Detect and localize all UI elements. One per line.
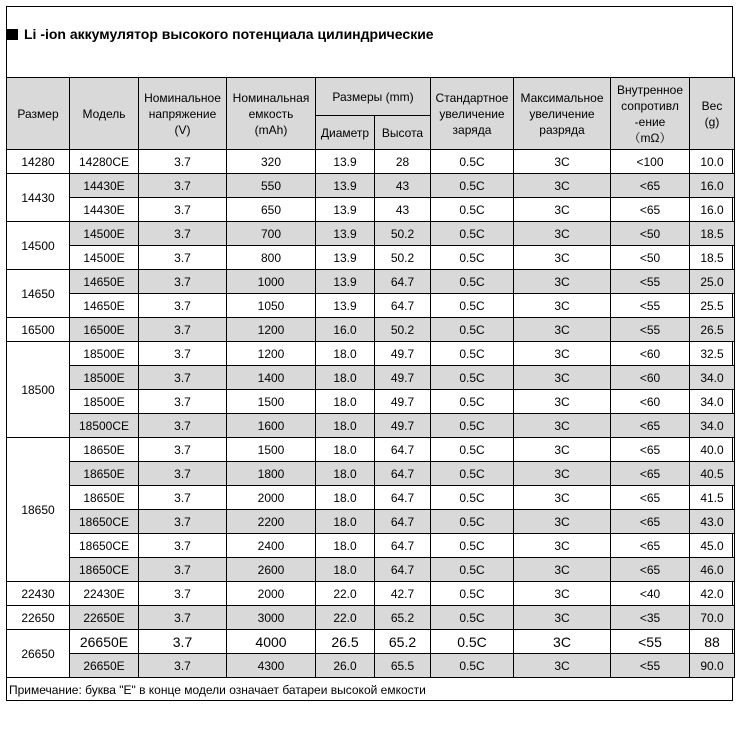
cell-discharge: 3C bbox=[514, 606, 611, 630]
cell-charge: 0.5C bbox=[431, 270, 514, 294]
cell-model: 18500E bbox=[70, 366, 139, 390]
table-body bbox=[7, 150, 735, 678]
cell-charge: 0.5C bbox=[431, 174, 514, 198]
cell-charge: 0.5C bbox=[431, 222, 514, 246]
cell-weight: 43.0 bbox=[690, 510, 735, 534]
cell-resistance: <65 bbox=[611, 462, 690, 486]
cell-capacity: 1000 bbox=[227, 270, 316, 294]
table-row bbox=[7, 606, 735, 630]
footnote: Примечание: буква "E" в конце модели означает батареи высокой емкости bbox=[9, 683, 426, 697]
cell-voltage: 3.7 bbox=[139, 606, 227, 630]
header-charge: Стандартное увеличение заряда bbox=[431, 78, 514, 150]
header-size: Размер bbox=[7, 78, 70, 150]
cell-height: 64.7 bbox=[375, 294, 431, 318]
cell-charge: 0.5C bbox=[431, 582, 514, 606]
cell-model: 14280CE bbox=[70, 150, 139, 174]
cell-model: 14500E bbox=[70, 246, 139, 270]
cell-discharge: 3C bbox=[514, 270, 611, 294]
cell-diameter: 13.9 bbox=[316, 270, 375, 294]
cell-height: 49.7 bbox=[375, 414, 431, 438]
cell-diameter: 13.9 bbox=[316, 198, 375, 222]
table-row bbox=[7, 582, 735, 606]
cell-voltage: 3.7 bbox=[139, 654, 227, 678]
cell-capacity: 3000 bbox=[227, 606, 316, 630]
cell-model: 18500E bbox=[70, 390, 139, 414]
cell-diameter: 16.0 bbox=[316, 318, 375, 342]
cell-capacity: 1200 bbox=[227, 318, 316, 342]
cell-model: 18650CE bbox=[70, 558, 139, 582]
cell-size: 14280 bbox=[7, 150, 70, 174]
cell-charge: 0.5C bbox=[431, 558, 514, 582]
cell-weight: 46.0 bbox=[690, 558, 735, 582]
cell-discharge: 3C bbox=[514, 150, 611, 174]
cell-discharge: 3C bbox=[514, 582, 611, 606]
header-model: Модель bbox=[70, 78, 139, 150]
cell-capacity: 1800 bbox=[227, 462, 316, 486]
table-row bbox=[7, 390, 735, 414]
cell-weight: 25.5 bbox=[690, 294, 735, 318]
table-row bbox=[7, 558, 735, 582]
table-row bbox=[7, 630, 735, 654]
cell-diameter: 13.9 bbox=[316, 294, 375, 318]
cell-voltage: 3.7 bbox=[139, 462, 227, 486]
header-discharge: Максимальное увеличение разряда bbox=[514, 78, 611, 150]
cell-discharge: 3C bbox=[514, 294, 611, 318]
cell-model: 16500E bbox=[70, 318, 139, 342]
document-title: Li -ion аккумулятор высокого потенциала цилиндрические bbox=[24, 26, 434, 42]
cell-diameter: 18.0 bbox=[316, 438, 375, 462]
cell-weight: 42.0 bbox=[690, 582, 735, 606]
cell-resistance: <55 bbox=[611, 654, 690, 678]
cell-discharge: 3C bbox=[514, 462, 611, 486]
cell-diameter: 18.0 bbox=[316, 390, 375, 414]
cell-weight: 16.0 bbox=[690, 198, 735, 222]
cell-height: 49.7 bbox=[375, 366, 431, 390]
cell-voltage: 3.7 bbox=[139, 558, 227, 582]
cell-capacity: 2000 bbox=[227, 486, 316, 510]
cell-voltage: 3.7 bbox=[139, 318, 227, 342]
cell-resistance: <60 bbox=[611, 366, 690, 390]
cell-model: 18500E bbox=[70, 342, 139, 366]
header-dimensions: Размеры (mm) bbox=[316, 78, 431, 116]
cell-height: 64.7 bbox=[375, 510, 431, 534]
cell-capacity: 650 bbox=[227, 198, 316, 222]
cell-model: 18500CE bbox=[70, 414, 139, 438]
cell-discharge: 3C bbox=[514, 438, 611, 462]
cell-resistance: <65 bbox=[611, 486, 690, 510]
black-square-icon bbox=[7, 29, 18, 40]
cell-size: 22430 bbox=[7, 582, 70, 606]
cell-resistance: <55 bbox=[611, 270, 690, 294]
cell-charge: 0.5C bbox=[431, 606, 514, 630]
cell-height: 64.7 bbox=[375, 438, 431, 462]
cell-weight: 32.5 bbox=[690, 342, 735, 366]
cell-capacity: 1500 bbox=[227, 438, 316, 462]
cell-size: 18650 bbox=[7, 438, 70, 582]
cell-weight: 16.0 bbox=[690, 174, 735, 198]
table-row bbox=[7, 246, 735, 270]
table-row bbox=[7, 438, 735, 462]
cell-discharge: 3C bbox=[514, 246, 611, 270]
cell-diameter: 13.9 bbox=[316, 246, 375, 270]
document-title-block bbox=[7, 26, 434, 42]
cell-charge: 0.5C bbox=[431, 390, 514, 414]
cell-diameter: 26.0 bbox=[316, 654, 375, 678]
cell-diameter: 18.0 bbox=[316, 414, 375, 438]
cell-capacity: 1400 bbox=[227, 366, 316, 390]
cell-height: 43 bbox=[375, 198, 431, 222]
cell-diameter: 18.0 bbox=[316, 558, 375, 582]
cell-size: 26650 bbox=[7, 630, 70, 678]
cell-model: 22430E bbox=[70, 582, 139, 606]
cell-resistance: <65 bbox=[611, 414, 690, 438]
cell-height: 50.2 bbox=[375, 318, 431, 342]
cell-height: 28 bbox=[375, 150, 431, 174]
table-row bbox=[7, 510, 735, 534]
cell-capacity: 1200 bbox=[227, 342, 316, 366]
cell-diameter: 18.0 bbox=[316, 342, 375, 366]
cell-weight: 18.5 bbox=[690, 246, 735, 270]
table-row bbox=[7, 414, 735, 438]
cell-resistance: <55 bbox=[611, 630, 690, 654]
cell-capacity: 550 bbox=[227, 174, 316, 198]
cell-diameter: 22.0 bbox=[316, 582, 375, 606]
cell-height: 65.5 bbox=[375, 654, 431, 678]
cell-weight: 90.0 bbox=[690, 654, 735, 678]
cell-voltage: 3.7 bbox=[139, 630, 227, 654]
cell-charge: 0.5C bbox=[431, 198, 514, 222]
cell-height: 64.7 bbox=[375, 534, 431, 558]
cell-discharge: 3C bbox=[514, 414, 611, 438]
cell-voltage: 3.7 bbox=[139, 198, 227, 222]
table-row bbox=[7, 294, 735, 318]
cell-resistance: <65 bbox=[611, 174, 690, 198]
cell-voltage: 3.7 bbox=[139, 174, 227, 198]
cell-weight: 70.0 bbox=[690, 606, 735, 630]
cell-voltage: 3.7 bbox=[139, 222, 227, 246]
cell-diameter: 18.0 bbox=[316, 534, 375, 558]
cell-voltage: 3.7 bbox=[139, 342, 227, 366]
cell-model: 14650E bbox=[70, 270, 139, 294]
cell-voltage: 3.7 bbox=[139, 486, 227, 510]
cell-height: 64.7 bbox=[375, 558, 431, 582]
cell-model: 14430E bbox=[70, 174, 139, 198]
battery-spec-table bbox=[6, 77, 735, 678]
cell-discharge: 3C bbox=[514, 558, 611, 582]
cell-capacity: 1600 bbox=[227, 414, 316, 438]
cell-height: 43 bbox=[375, 174, 431, 198]
table-row bbox=[7, 654, 735, 678]
cell-discharge: 3C bbox=[514, 198, 611, 222]
cell-voltage: 3.7 bbox=[139, 270, 227, 294]
cell-discharge: 3C bbox=[514, 318, 611, 342]
cell-diameter: 13.9 bbox=[316, 150, 375, 174]
cell-model: 14500E bbox=[70, 222, 139, 246]
cell-charge: 0.5C bbox=[431, 462, 514, 486]
table-row bbox=[7, 270, 735, 294]
cell-capacity: 320 bbox=[227, 150, 316, 174]
cell-charge: 0.5C bbox=[431, 366, 514, 390]
cell-model: 14650E bbox=[70, 294, 139, 318]
cell-height: 65.2 bbox=[375, 630, 431, 654]
cell-capacity: 4000 bbox=[227, 630, 316, 654]
cell-capacity: 2600 bbox=[227, 558, 316, 582]
cell-capacity: 2400 bbox=[227, 534, 316, 558]
cell-voltage: 3.7 bbox=[139, 534, 227, 558]
cell-charge: 0.5C bbox=[431, 318, 514, 342]
cell-charge: 0.5C bbox=[431, 654, 514, 678]
cell-size: 18500 bbox=[7, 342, 70, 438]
cell-charge: 0.5C bbox=[431, 414, 514, 438]
table-row bbox=[7, 198, 735, 222]
cell-model: 18650E bbox=[70, 486, 139, 510]
header-weight: Вес (g) bbox=[690, 78, 735, 150]
cell-capacity: 2200 bbox=[227, 510, 316, 534]
cell-resistance: <40 bbox=[611, 582, 690, 606]
table-row bbox=[7, 534, 735, 558]
cell-height: 65.2 bbox=[375, 606, 431, 630]
cell-charge: 0.5C bbox=[431, 486, 514, 510]
cell-discharge: 3C bbox=[514, 342, 611, 366]
cell-capacity: 700 bbox=[227, 222, 316, 246]
table-row bbox=[7, 462, 735, 486]
cell-height: 64.7 bbox=[375, 486, 431, 510]
cell-weight: 45.0 bbox=[690, 534, 735, 558]
cell-charge: 0.5C bbox=[431, 438, 514, 462]
cell-weight: 41.5 bbox=[690, 486, 735, 510]
cell-voltage: 3.7 bbox=[139, 294, 227, 318]
cell-diameter: 26.5 bbox=[316, 630, 375, 654]
cell-resistance: <50 bbox=[611, 222, 690, 246]
cell-voltage: 3.7 bbox=[139, 510, 227, 534]
cell-capacity: 800 bbox=[227, 246, 316, 270]
cell-weight: 18.5 bbox=[690, 222, 735, 246]
cell-diameter: 13.9 bbox=[316, 222, 375, 246]
cell-resistance: <65 bbox=[611, 438, 690, 462]
cell-height: 50.2 bbox=[375, 222, 431, 246]
cell-size: 14500 bbox=[7, 222, 70, 270]
cell-diameter: 22.0 bbox=[316, 606, 375, 630]
cell-height: 64.7 bbox=[375, 462, 431, 486]
cell-size: 22650 bbox=[7, 606, 70, 630]
cell-resistance: <60 bbox=[611, 390, 690, 414]
cell-charge: 0.5C bbox=[431, 150, 514, 174]
cell-size: 14650 bbox=[7, 270, 70, 318]
cell-resistance: <60 bbox=[611, 342, 690, 366]
cell-discharge: 3C bbox=[514, 630, 611, 654]
cell-resistance: <65 bbox=[611, 534, 690, 558]
cell-capacity: 1500 bbox=[227, 390, 316, 414]
cell-resistance: <55 bbox=[611, 318, 690, 342]
cell-height: 64.7 bbox=[375, 270, 431, 294]
cell-weight: 10.0 bbox=[690, 150, 735, 174]
cell-weight: 25.0 bbox=[690, 270, 735, 294]
table-row bbox=[7, 342, 735, 366]
cell-capacity: 2000 bbox=[227, 582, 316, 606]
cell-charge: 0.5C bbox=[431, 294, 514, 318]
table-row bbox=[7, 366, 735, 390]
cell-voltage: 3.7 bbox=[139, 150, 227, 174]
header-resistance: Внутренное сопротивл -ение （mΩ） bbox=[611, 78, 690, 150]
table-row bbox=[7, 486, 735, 510]
cell-voltage: 3.7 bbox=[139, 414, 227, 438]
table-row bbox=[7, 174, 735, 198]
cell-model: 18650E bbox=[70, 462, 139, 486]
cell-model: 18650CE bbox=[70, 534, 139, 558]
cell-diameter: 13.9 bbox=[316, 174, 375, 198]
cell-diameter: 18.0 bbox=[316, 510, 375, 534]
cell-voltage: 3.7 bbox=[139, 366, 227, 390]
cell-charge: 0.5C bbox=[431, 342, 514, 366]
cell-weight: 34.0 bbox=[690, 390, 735, 414]
cell-model: 18650E bbox=[70, 438, 139, 462]
cell-resistance: <65 bbox=[611, 510, 690, 534]
table-row bbox=[7, 222, 735, 246]
table-row bbox=[7, 318, 735, 342]
cell-diameter: 18.0 bbox=[316, 366, 375, 390]
cell-charge: 0.5C bbox=[431, 246, 514, 270]
cell-discharge: 3C bbox=[514, 390, 611, 414]
cell-resistance: <65 bbox=[611, 558, 690, 582]
cell-model: 22650E bbox=[70, 606, 139, 630]
cell-resistance: <35 bbox=[611, 606, 690, 630]
cell-size: 16500 bbox=[7, 318, 70, 342]
cell-model: 26650E bbox=[70, 630, 139, 654]
cell-size: 14430 bbox=[7, 174, 70, 222]
cell-weight: 88 bbox=[690, 630, 735, 654]
cell-voltage: 3.7 bbox=[139, 246, 227, 270]
cell-resistance: <55 bbox=[611, 294, 690, 318]
cell-weight: 40.0 bbox=[690, 438, 735, 462]
cell-discharge: 3C bbox=[514, 366, 611, 390]
cell-capacity: 4300 bbox=[227, 654, 316, 678]
cell-model: 14430E bbox=[70, 198, 139, 222]
cell-resistance: <100 bbox=[611, 150, 690, 174]
cell-capacity: 1050 bbox=[227, 294, 316, 318]
cell-height: 49.7 bbox=[375, 390, 431, 414]
cell-diameter: 18.0 bbox=[316, 462, 375, 486]
cell-resistance: <65 bbox=[611, 198, 690, 222]
cell-discharge: 3C bbox=[514, 510, 611, 534]
header-voltage: Номинальное напряжение (V) bbox=[139, 78, 227, 150]
header-height: Высота bbox=[375, 116, 431, 150]
cell-charge: 0.5C bbox=[431, 630, 514, 654]
cell-height: 42.7 bbox=[375, 582, 431, 606]
cell-weight: 26.5 bbox=[690, 318, 735, 342]
table-row bbox=[7, 150, 735, 174]
cell-height: 49.7 bbox=[375, 342, 431, 366]
cell-voltage: 3.7 bbox=[139, 390, 227, 414]
cell-weight: 34.0 bbox=[690, 414, 735, 438]
cell-discharge: 3C bbox=[514, 222, 611, 246]
cell-weight: 34.0 bbox=[690, 366, 735, 390]
cell-voltage: 3.7 bbox=[139, 582, 227, 606]
cell-resistance: <50 bbox=[611, 246, 690, 270]
cell-voltage: 3.7 bbox=[139, 438, 227, 462]
cell-charge: 0.5C bbox=[431, 534, 514, 558]
cell-weight: 40.5 bbox=[690, 462, 735, 486]
cell-discharge: 3C bbox=[514, 486, 611, 510]
cell-height: 50.2 bbox=[375, 246, 431, 270]
cell-model: 18650CE bbox=[70, 510, 139, 534]
cell-discharge: 3C bbox=[514, 174, 611, 198]
cell-charge: 0.5C bbox=[431, 510, 514, 534]
header-capacity: Номинальная емкость (mAh) bbox=[227, 78, 316, 150]
cell-model: 26650E bbox=[70, 654, 139, 678]
cell-discharge: 3C bbox=[514, 534, 611, 558]
cell-discharge: 3C bbox=[514, 654, 611, 678]
header-diameter: Диаметр bbox=[316, 116, 375, 150]
cell-diameter: 18.0 bbox=[316, 486, 375, 510]
